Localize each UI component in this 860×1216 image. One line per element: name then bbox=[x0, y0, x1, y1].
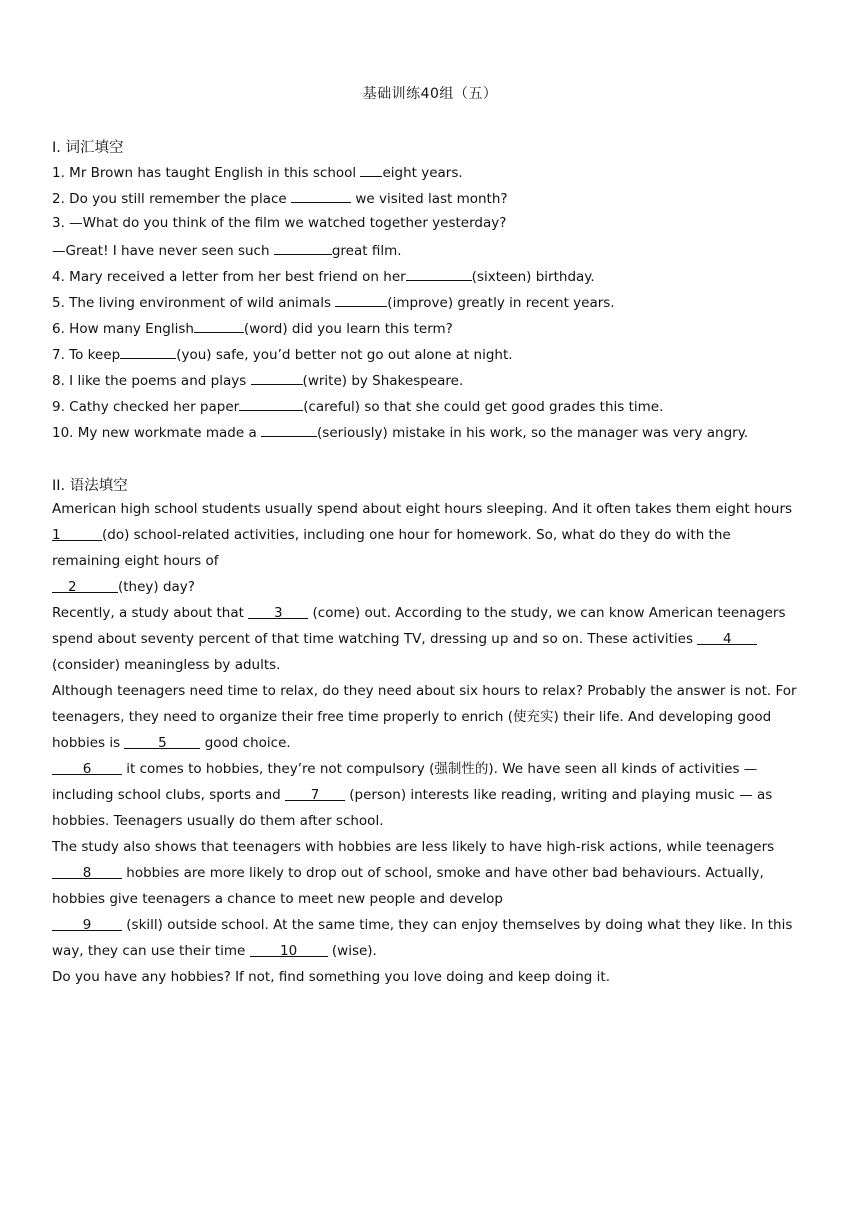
passage-line: hobbies. Teenagers usually do them after school. bbox=[52, 813, 384, 829]
passage-line: spend about seventy percent of that time watching TV, dressing up and so on. These activities 4 bbox=[52, 630, 757, 648]
answer-blank-3[interactable]: 3 bbox=[248, 604, 308, 619]
answer-blank-6[interactable]: 6 bbox=[52, 760, 122, 775]
answer-blank-2[interactable]: 2 bbox=[52, 578, 118, 593]
question-1: 1. Mr Brown has taught English in this school eight years. bbox=[52, 162, 463, 182]
answer-blank[interactable] bbox=[194, 318, 244, 333]
passage-line: 2 (they) day? bbox=[52, 578, 195, 596]
question-5: 5. The living environment of wild animals (improve) greatly in recent years. bbox=[52, 292, 615, 312]
question-4: 4. Mary received a letter from her best friend on her (sixteen) birthday. bbox=[52, 266, 595, 286]
answer-blank-5[interactable]: 5 bbox=[124, 734, 200, 749]
passage-line: teenagers, they need to organize their free time properly to enrich (使充实) their life. And developing good bbox=[52, 709, 772, 725]
question-10: 10. My new workmate made a (seriously) mistake in his work, so the manager was very angry. bbox=[52, 422, 748, 442]
passage-line: hobbies give teenagers a chance to meet new people and develop bbox=[52, 891, 503, 907]
passage-line: Do you have any hobbies? If not, find something you love doing and keep doing it. bbox=[52, 969, 610, 985]
answer-blank[interactable] bbox=[274, 240, 332, 255]
section-heading-vocabulary: I. 词汇填空 bbox=[52, 140, 124, 156]
passage-line: (consider) meaningless by adults. bbox=[52, 657, 281, 673]
answer-blank[interactable] bbox=[406, 266, 472, 281]
answer-blank[interactable] bbox=[291, 188, 351, 203]
passage-line: Although teenagers need time to relax, do they need about six hours to relax? Probably the answer is not. For bbox=[52, 683, 797, 699]
passage-line: Recently, a study about that 3 (come) out. According to the study, we can know American teenagers bbox=[52, 605, 786, 621]
passage-line: 9 (skill) outside school. At the same time, they can enjoy themselves by doing what they like. In this bbox=[52, 916, 792, 934]
question-7: 7. To keep (you) safe, you’d better not go out alone at night. bbox=[52, 344, 513, 364]
passage-line: hobbies is 5 good choice. bbox=[52, 735, 291, 751]
answer-blank-4[interactable]: 4 bbox=[697, 630, 757, 645]
answer-blank-10[interactable]: 10 bbox=[250, 942, 328, 957]
answer-blank-9[interactable]: 9 bbox=[52, 916, 122, 931]
answer-blank-7[interactable]: 7 bbox=[285, 786, 345, 801]
passage-line: 6 it comes to hobbies, they’re not compulsory (强制性的). We have seen all kinds of activities — bbox=[52, 760, 757, 778]
answer-blank[interactable] bbox=[251, 370, 303, 385]
question-9: 9. Cathy checked her paper (careful) so that she could get good grades this time. bbox=[52, 396, 663, 416]
question-3: 3. —What do you think of the film we watched together yesterday? bbox=[52, 215, 507, 231]
passage-line: 1 (do) school-related activities, including one hour for homework. So, what do they do with the bbox=[52, 527, 731, 543]
answer-blank-1[interactable]: 1 bbox=[52, 526, 102, 541]
question-3-response: —Great! I have never seen such great film. bbox=[52, 240, 402, 260]
passage-line: including school clubs, sports and 7 (person) interests like reading, writing and playing music — as bbox=[52, 787, 773, 803]
page-title: 基础训练40组（五） bbox=[362, 86, 498, 102]
answer-blank-8[interactable]: 8 bbox=[52, 864, 122, 879]
answer-blank[interactable] bbox=[335, 292, 387, 307]
question-2: 2. Do you still remember the place we visited last month? bbox=[52, 188, 508, 208]
passage-line: 8 hobbies are more likely to drop out of school, smoke and have other bad behaviours. Actually, bbox=[52, 864, 764, 882]
passage-line: American high school students usually spend about eight hours sleeping. And it often takes them eight hours bbox=[52, 501, 793, 517]
answer-blank[interactable] bbox=[239, 396, 303, 411]
answer-blank[interactable] bbox=[261, 422, 317, 437]
answer-blank[interactable] bbox=[120, 344, 176, 359]
question-8: 8. I like the poems and plays (write) by Shakespeare. bbox=[52, 370, 463, 390]
section-heading-grammar: II. 语法填空 bbox=[52, 478, 128, 494]
answer-blank[interactable] bbox=[360, 162, 382, 177]
passage-line: The study also shows that teenagers with hobbies are less likely to have high-risk actions, while teenagers bbox=[52, 839, 775, 855]
passage-line: remaining eight hours of bbox=[52, 553, 219, 569]
passage-line: way, they can use their time 10 (wise). bbox=[52, 943, 377, 959]
question-6: 6. How many English (word) did you learn this term? bbox=[52, 318, 453, 338]
